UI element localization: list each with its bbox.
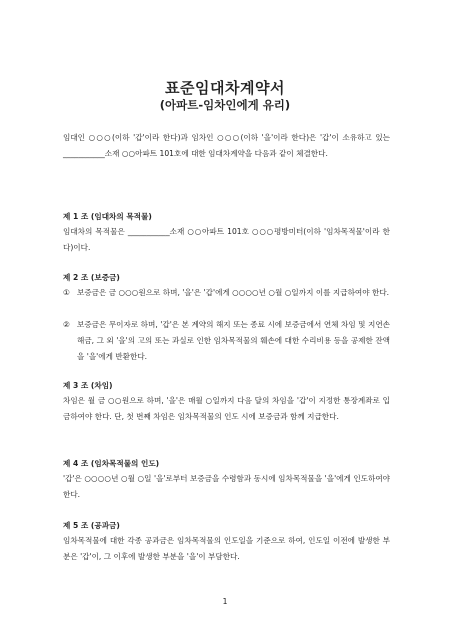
article-3-heading: 제 3 조 (차임)	[63, 381, 113, 390]
article-2-item-2	[63, 317, 390, 365]
document-subtitle: (아파트-임차인에게 유리)	[159, 98, 291, 112]
intro-paragraph: 임대인 ○○○(이하 '갑'이라 한다)과 임차인 ○○○(이하 '을'이라 한다)은 '갑'이 소유하고 있는 ___________소재 ○○아파트 101호에 대한 임대차계약을 다음과 같이 체결한다.	[63, 133, 390, 158]
item-number: ②	[63, 320, 70, 329]
article-1-body: 임대차의 목적물은 ___________소재 ○○아파트 101호 ○○○평방미터(이하 '임차목적물'이라 한다)이다.	[63, 227, 390, 252]
article-5-heading: 제 5 조 (공과금)	[63, 521, 120, 530]
item-text: 보증금은 무이자로 하며, '갑'은 본 계약의 해지 또는 종료 시에 보증금에서 연체 차임 및 지연손해금, 그 외 '을'의 고의 또는 과실로 인한 임차목적물의 훼손에 대한 수리비용 등을 공제한 잔액을 '을'에게 반환한다.	[77, 320, 390, 361]
article-1-heading: 제 1 조 (임대차의 목적물)	[63, 212, 152, 221]
article-2-heading: 제 2 조 (보증금)	[63, 273, 120, 282]
article-4-body: '갑'은 ○○○○년 ○월 ○일 '을'로부터 보증금을 수령함과 동시에 임차목적물을 '을'에게 인도하여야 한다.	[63, 474, 390, 499]
article-2-item-1	[63, 285, 390, 301]
article-4-heading: 제 4 조 (임차목적물의 인도)	[63, 459, 160, 468]
item-text: 보증금은 금 ○○○원으로 하며, '을'은 '갑'에게 ○○○○년 ○월 ○일까지 이를 지급하여야 한다.	[77, 288, 390, 297]
document-title: 표준임대차계약서	[165, 79, 285, 97]
article-3-body: 차임은 월 금 ○○원으로 하며, '을'은 매월 ○일까지 다음 달의 차임을 '갑'이 지정한 통장계좌로 입금하여야 한다. 단, 첫 번째 차임은 임차목적물의 인도 시에 보증금과 함께 지급한다.	[63, 396, 390, 421]
item-number: ①	[63, 288, 70, 297]
article-5-body: 임차목적물에 대한 각종 공과금은 임차목적물의 인도일을 기준으로 하여, 인도일 이전에 발생한 부분은 '갑'이, 그 이후에 발생한 부분을 '을'이 부담한다.	[63, 536, 390, 561]
page-number: 1	[222, 597, 228, 606]
